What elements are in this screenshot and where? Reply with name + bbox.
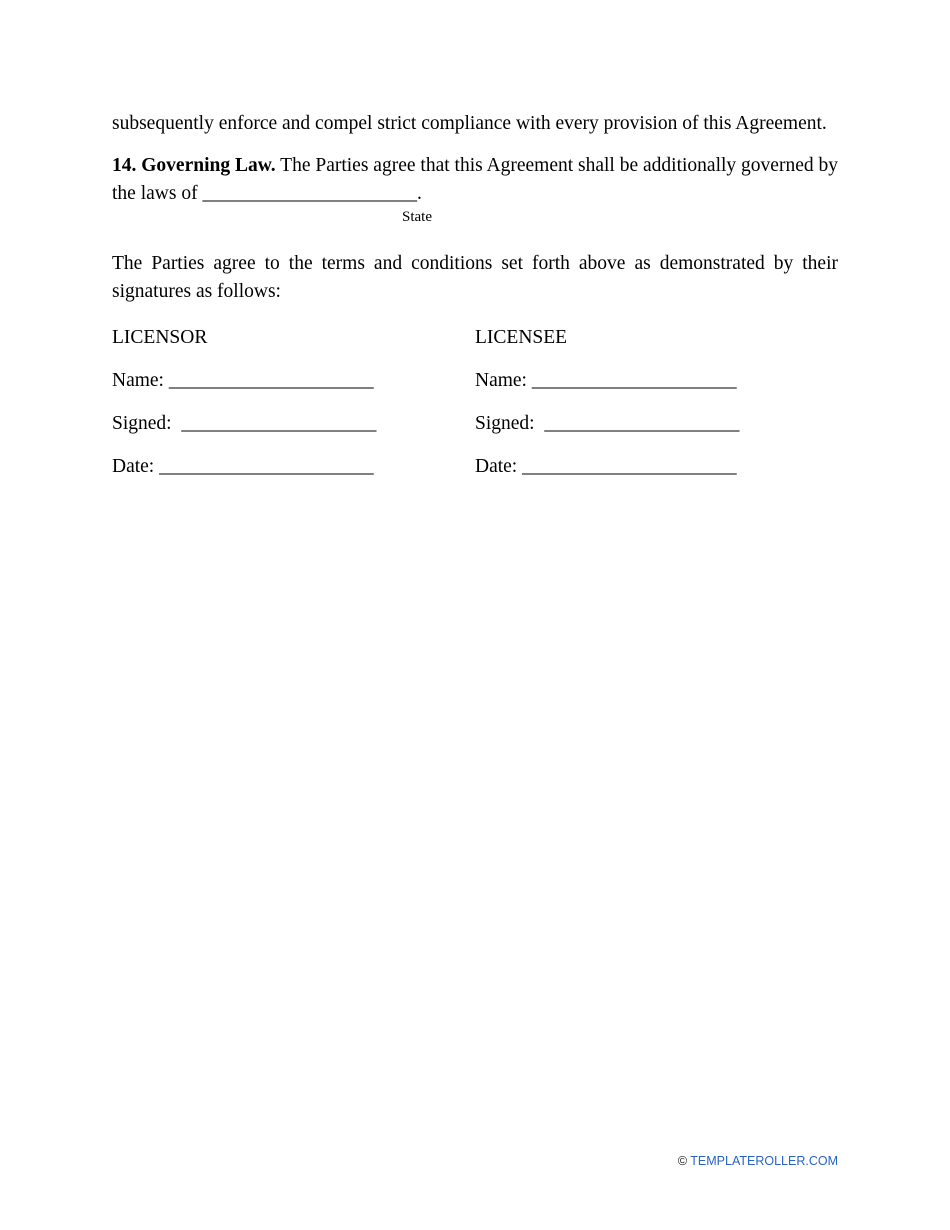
- licensor-title: LICENSOR: [112, 327, 208, 348]
- licensor-signed-field[interactable]: Signed: ____________________: [112, 413, 377, 434]
- document-page: [112, 110, 838, 496]
- licensor-column: [112, 324, 475, 496]
- state-caption: State: [402, 209, 432, 225]
- section-number: 14.: [112, 155, 137, 176]
- licensor-date-field[interactable]: Date: ______________________: [112, 456, 374, 477]
- section-title: Governing Law.: [141, 155, 276, 176]
- closing-paragraph: The Parties agree to the terms and conditions set forth above as demonstrated by their signatures as follows:: [112, 253, 838, 302]
- section-end: .: [416, 183, 422, 204]
- section-body: The Parties agree that this Agreement shall be additionally governed by the laws of: [112, 155, 838, 204]
- licensee-date-field[interactable]: Date: ______________________: [475, 456, 737, 477]
- licensor-name-field[interactable]: Name: _____________________: [112, 370, 374, 391]
- footer-credit: [678, 1154, 838, 1168]
- licensee-title: LICENSEE: [475, 327, 568, 348]
- signature-block: [112, 324, 838, 496]
- copyright-symbol: ©: [677, 1154, 688, 1168]
- licensee-column: [475, 324, 838, 496]
- licensee-signed-field[interactable]: Signed: ____________________: [475, 413, 740, 434]
- governing-law-paragraph: [112, 152, 838, 208]
- licensee-name-field[interactable]: Name: _____________________: [475, 370, 737, 391]
- state-blank[interactable]: ______________________: [202, 183, 417, 204]
- site-link[interactable]: TEMPLATEROLLER.COM: [690, 1154, 838, 1168]
- continuation-paragraph: subsequently enforce and compel strict compliance with every provision of this Agreement.: [112, 113, 827, 134]
